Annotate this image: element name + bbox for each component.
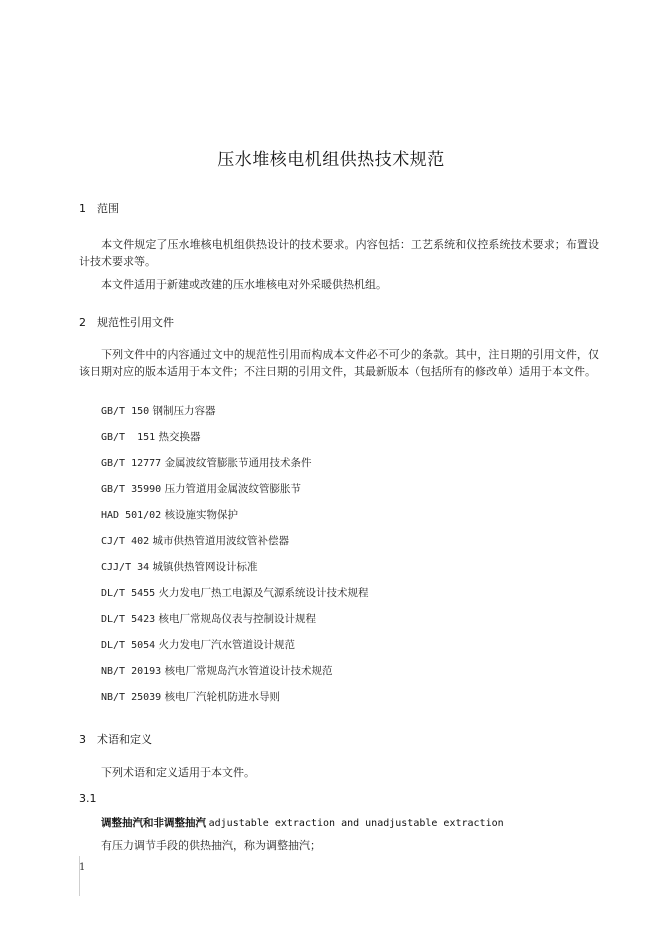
reference-item: NB/T 25039 核电厂汽轮机防进水导则	[101, 691, 281, 703]
section-1-paragraph-1: 本文件规定了压水堆核电机组供热设计的技术要求。内容包括：工艺系统和仪控系统技术要求；布置设计技术要求等。	[79, 238, 599, 268]
subsection-number: 3.1	[79, 792, 97, 805]
section-number: 3	[79, 733, 86, 746]
reference-item: CJ/T 402 城市供热管道用波纹管补偿器	[101, 535, 290, 547]
reference-item: GB/T 150 钢制压力容器	[101, 405, 216, 417]
section-2-paragraph-1: 下列文件中的内容通过文中的规范性引用而构成本文件必不可少的条款。其中，注日期的引用文件，仅该日期对应的版本适用于本文件；不注日期的引用文件，其最新版本（包括所有的修改单）适用于本文件。	[79, 348, 599, 378]
reference-item: NB/T 20193 核电厂常规岛汽水管道设计技术规范	[101, 665, 333, 677]
reference-item: DL/T 5054 火力发电厂汽水管道设计规范	[101, 639, 296, 651]
reference-item: GB/T 12777 金属波纹管膨胀节通用技术条件	[101, 457, 312, 469]
section-1-heading	[79, 200, 119, 216]
reference-item: GB/T 35990 压力管道用金属波纹管膨胀节	[101, 483, 302, 495]
section-1-paragraph-2: 本文件适用于新建或改建的压水堆核电对外采暖供热机组。	[101, 278, 387, 291]
section-number: 1	[79, 202, 86, 215]
term-english: adjustable extraction and unadjustable extraction	[208, 818, 504, 829]
section-title: 术语和定义	[97, 733, 152, 746]
term-chinese: 调整抽汽和非调整抽汽	[101, 817, 206, 829]
reference-item: DL/T 5423 核电厂常规岛仪表与控制设计规程	[101, 613, 317, 625]
reference-item: DL/T 5455 火力发电厂热工电源及气源系统设计技术规程	[101, 587, 369, 599]
page-number: 1	[79, 862, 86, 873]
section-2-heading	[79, 314, 174, 330]
term-definition: 有压力调节手段的供热抽汽，称为调整抽汽；	[101, 839, 321, 852]
term-entry	[101, 815, 504, 830]
section-3-heading	[79, 731, 152, 747]
document-title: 压水堆核电机组供热技术规范	[217, 150, 445, 170]
section-number: 2	[79, 316, 86, 329]
reference-item: CJJ/T 34 城镇供热管网设计标准	[101, 561, 258, 573]
section-3-paragraph-1: 下列术语和定义适用于本文件。	[101, 766, 255, 779]
reference-item: GB/T 151 热交换器	[101, 431, 201, 443]
reference-item: HAD 501/02 核设施实物保护	[101, 509, 239, 521]
section-title: 规范性引用文件	[97, 316, 174, 329]
section-title: 范围	[97, 202, 119, 215]
